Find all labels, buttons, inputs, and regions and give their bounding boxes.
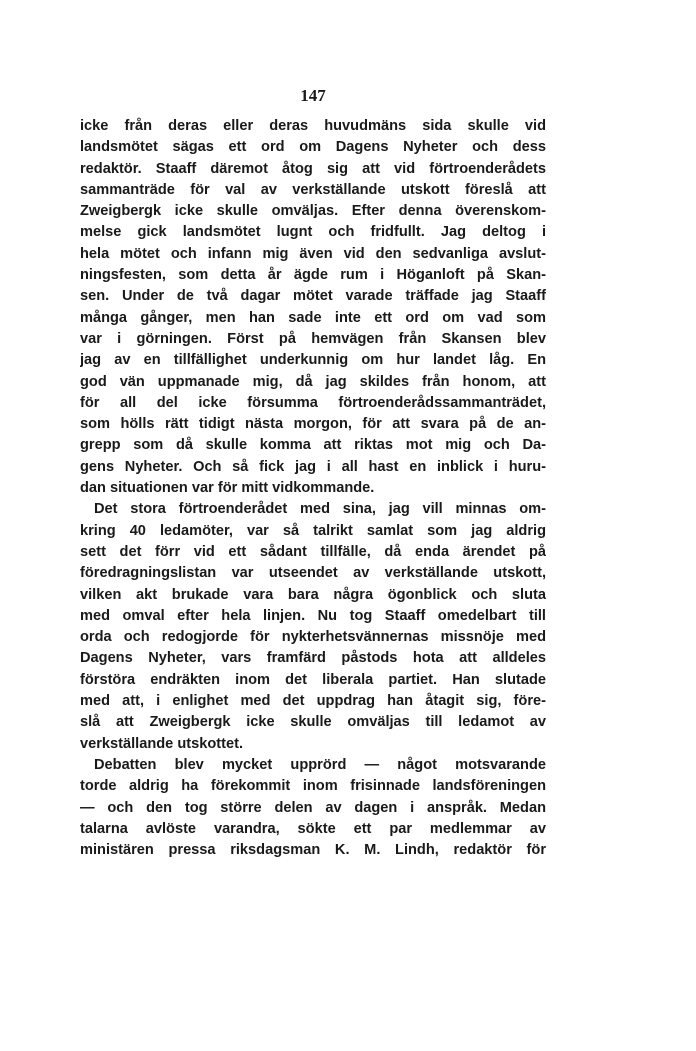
text-line: vilken akt brukade vara bara några ögonblick och sluta bbox=[80, 586, 546, 603]
text-line: föredragningslistan var utseendet av verkställande utskott, bbox=[80, 565, 546, 582]
paragraph-2 bbox=[80, 499, 546, 755]
text-line: hela mötet och infann mig även vid den sedvanliga avslut- bbox=[80, 245, 546, 262]
text-line: sen. Under de två dagar mötet varade träffade jag Staaff bbox=[80, 288, 546, 305]
text-line: Debatten blev mycket upprörd — något motsvarande bbox=[94, 756, 546, 773]
paragraph-1 bbox=[80, 116, 546, 499]
text-line: var i görningen. Först på hemvägen från Skansen blev bbox=[80, 330, 546, 347]
text-line: som hölls rätt tidigt nästa morgon, för att svara på de an- bbox=[80, 416, 546, 433]
text-line: sammanträde för val av verkställande utskott föreslå att bbox=[80, 181, 546, 198]
text-line: torde aldrig ha förekommit inom frisinnade landsföreningen bbox=[80, 778, 546, 795]
text-line: landsmötet sägas ett ord om Dagens Nyheter och dess bbox=[80, 139, 546, 156]
text-line: med omval efter hela linjen. Nu tog Staaff omedelbart till bbox=[80, 607, 546, 624]
text-line: Dagens Nyheter, vars framfärd påstods hota att alldeles bbox=[80, 650, 546, 667]
text-line: slå att Zweigbergk icke skulle omväljas till ledamot av bbox=[80, 714, 546, 731]
text-line: ningsfesten, som detta år ägde rum i Höganloft på Skan- bbox=[80, 267, 546, 284]
text-line: Zweigbergk icke skulle omväljas. Efter denna överenskom- bbox=[80, 203, 546, 220]
text-line: med att, i enlighet med det uppdrag han åtagit sig, före- bbox=[80, 693, 546, 710]
page-number: 147 bbox=[300, 86, 326, 105]
text-line: grepp som då skulle komma att riktas mot mig och Da- bbox=[80, 437, 546, 454]
text-line: melse gick landsmötet lugnt och fridfullt. Jag deltog i bbox=[80, 224, 546, 241]
text-line: jag av en tillfällighet underkunnig om hur landet låg. En bbox=[80, 352, 546, 369]
text-line: Det stora förtroenderådet med sina, jag vill minnas om- bbox=[94, 501, 546, 518]
text-line: verkställande utskottet. bbox=[80, 735, 244, 752]
text-line: — och den tog större delen av dagen i anspråk. Medan bbox=[80, 799, 546, 816]
book-page bbox=[80, 86, 546, 861]
text-line: talarna avlöste varandra, sökte ett par medlemmar av bbox=[80, 820, 546, 837]
text-line: icke från deras eller deras huvudmäns sida skulle vid bbox=[80, 118, 546, 134]
text-line: gens Nyheter. Och så fick jag i all hast en inblick i huru- bbox=[80, 458, 546, 475]
text-line: dan situationen var för mitt vidkommande. bbox=[80, 480, 375, 497]
text-line: redaktör. Staaff däremot åtog sig att vid förtroenderådets bbox=[80, 160, 546, 177]
text-line: förstöra endräkten inom det liberala partiet. Han slutade bbox=[80, 671, 546, 688]
text-line: många gånger, men han sade inte ett ord om vad som bbox=[80, 309, 546, 326]
text-line: för all del icke försumma förtroenderådssammanträdet, bbox=[80, 394, 546, 411]
text-line: sett det förr vid ett sådant tillfälle, då enda ärendet på bbox=[80, 543, 546, 560]
paragraph-3 bbox=[80, 755, 546, 861]
text-line: kring 40 ledamöter, var så talrikt samlat som jag aldrig bbox=[80, 522, 546, 539]
text-line: orda och redogjorde för nykterhetsvännernas missnöje med bbox=[80, 629, 546, 646]
text-line: ministären pressa riksdagsman K. M. Lindh, redaktör för bbox=[80, 842, 546, 859]
text-line: god vän uppmanade mig, då jag skildes från honom, att bbox=[80, 373, 546, 390]
